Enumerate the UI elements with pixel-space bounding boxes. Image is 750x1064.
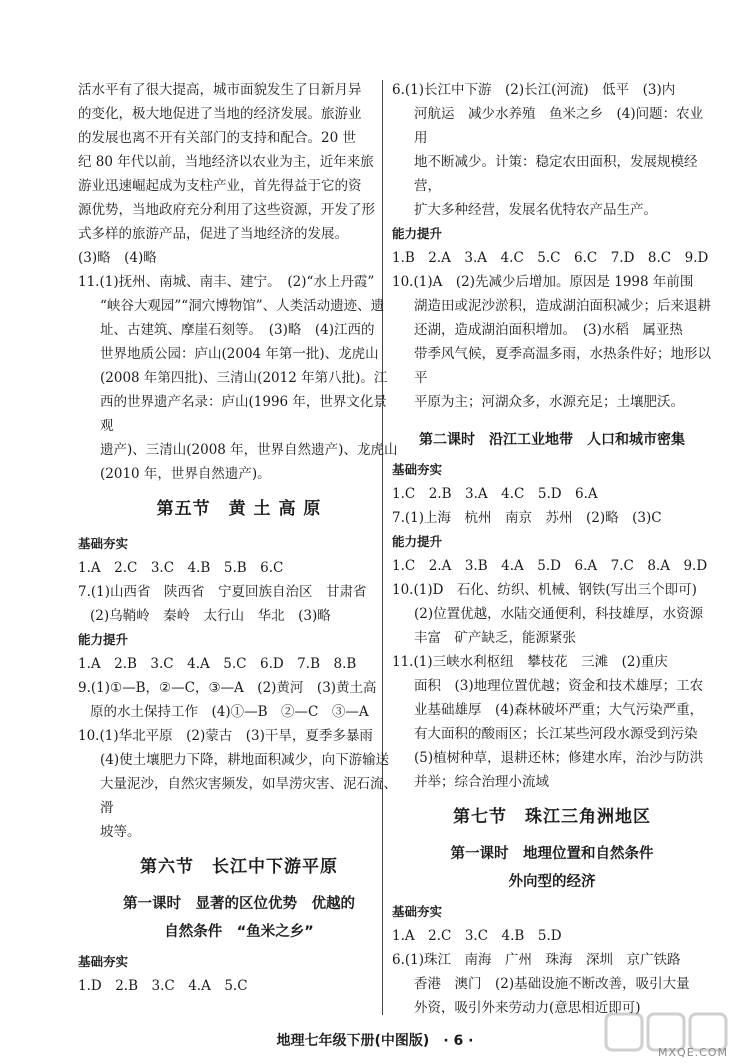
- lesson-title: 第二课时 沿江工业地带 人口和城市密集: [419, 432, 685, 448]
- answer-line: (4)使土壤肥力下降，耕地面积减少，向下游输送: [100, 752, 390, 768]
- text-line: 式多样的旅游产品，促进了当地经济的发展。: [78, 226, 348, 242]
- answer-line: 10.(1)D 石化、纺织、机械、钢铁(写出三个即可): [392, 582, 697, 598]
- text-line: 活水平有了很大提高，城市面貌发生了日新月异: [78, 82, 362, 98]
- answer-11-line: (2008 年第四批)、三清山(2012 年第八批)。江: [100, 370, 388, 386]
- answer-line: 6.(1)珠江 南海 广州 珠海 深圳 京广铁路: [392, 952, 681, 968]
- answer-line: 1.A 2.B 3.C 4.A 5.C 6.D 7.B 8.B: [78, 656, 357, 672]
- answer-line: 大量泥沙，自然灾害频发，如旱涝灾害、泥石流、滑: [100, 776, 397, 816]
- left-column: [78, 78, 400, 998]
- answer-6-line: 地不断减少。计策：稳定农田面积，发展规模经营，: [414, 154, 698, 194]
- answer-line: 湖造田或泥沙淤积，造成湖泊面积减少；后来退耕: [414, 298, 711, 314]
- section-title: 第六节 长江中下游平原: [140, 857, 338, 877]
- answer-11-line: “峡谷大观园”“洞穴博物馆”、人类活动遗迹、遗: [100, 298, 385, 314]
- subsection-label: 基础夯实: [392, 462, 443, 477]
- text-line: 的发展也离不开有关部门的支持和配合。20 世: [78, 130, 356, 146]
- subsection-label: 基础夯实: [392, 904, 443, 919]
- text-line: 纪 80 年代以前，当地经济以农业为主，近年来旅: [78, 154, 374, 170]
- answer-11-line: 西的世界遗产名录：庐山(1996 年，世界文化景观: [100, 394, 387, 434]
- answer-11-line: (2010 年，世界自然遗产)。: [100, 466, 271, 482]
- subsection-label: 能力提升: [78, 632, 129, 647]
- answer-line: 1.D 2.B 3.C 4.A 5.C: [78, 978, 248, 994]
- answer-6-line: 6.(1)长江中下游 (2)长江(河流) 低平 (3)内: [392, 82, 676, 98]
- watermark-text: MXQE.COM: [658, 1046, 728, 1059]
- answer-line: 9.(1)①—B，②—C，③—A (2)黄河 (3)黄土高: [78, 680, 377, 696]
- subsection-label: 基础夯实: [78, 536, 129, 551]
- answer-line: 外资，吸引外来劳动力(意思相近即可): [414, 1000, 641, 1016]
- answer-line: 坡等。: [100, 824, 141, 840]
- answer-11-line: 址、古建筑、摩崖石刻等。 (3)略 (4)江西的: [100, 322, 375, 338]
- answer-line: 业基础雄厚 (4)森林破坏严重；大气污染严重，: [414, 702, 704, 718]
- lesson-title: 外向型的经济: [508, 874, 596, 890]
- answer-6-line: 河航运 减少水养殖 鱼米之乡 (4)问题：农业用: [414, 106, 704, 146]
- text-line: 源优势，当地政府充分利用了这些资源，开发了形: [78, 202, 375, 218]
- answer-line: 并举；综合治理小流域: [414, 774, 549, 790]
- page-footer: 地理七年级下册(中图版) · 6 ·: [276, 1033, 474, 1049]
- answer-11-line: 遗产)、三清山(2008 年，世界自然遗产)、龙虎山: [100, 442, 398, 458]
- answer-line: 香港 澳门 (2)基础设施不断改善，吸引大量: [414, 976, 690, 992]
- answer-line: 1.A 2.C 3.C 4.B 5.B 6.C: [78, 560, 284, 576]
- text-line: (3)略 (4)略: [78, 250, 157, 266]
- answer-line: 1.A 2.C 3.C 4.B 5.D: [392, 928, 562, 944]
- right-column: [392, 78, 712, 1020]
- section-title: 第七节 珠江三角洲地区: [453, 807, 651, 827]
- text-line: 游业迅速崛起成为支柱产业，首先得益于它的资: [78, 178, 362, 194]
- answer-line: 面积 (3)地理位置优越；资金和技术雄厚；工农: [414, 678, 704, 694]
- answer-line: (2)位置优越，水陆交通便利，科技雄厚，水资源: [414, 606, 704, 622]
- answer-6-line: 扩大多种经营，发展名优特农产品生产。: [414, 202, 657, 218]
- lesson-title: 自然条件 “鱼米之乡”: [164, 924, 314, 940]
- answer-line: 带季风气候，夏季高温多雨，水热条件好；地形以平: [414, 346, 711, 386]
- answer-line: 10.(1)A (2)先减少后增加。原因是 1998 年前围: [392, 274, 694, 290]
- answer-line: (2)乌鞘岭 秦岭 太行山 华北 (3)略: [90, 608, 331, 624]
- lesson-title: 第一课时 显著的区位优势 优越的: [123, 896, 355, 912]
- answer-line: (5)植树种草，退耕还林；修建水库，治沙与防洪: [414, 750, 704, 766]
- answer-line: 1.B 2.A 3.A 4.C 5.C 6.C 7.D 8.C 9.D: [392, 250, 709, 266]
- text-line: 的变化，极大地促进了当地的经济发展。旅游业: [78, 106, 362, 122]
- answer-line: 7.(1)上海 杭州 南京 苏州 (2)略 (3)C: [392, 510, 662, 526]
- answer-line: 平原为主；河湖众多，水源充足；土壤肥沃。: [414, 394, 684, 410]
- subsection-label: 基础夯实: [78, 954, 129, 969]
- section-title: 第五节 黄 土 高 原: [156, 499, 322, 519]
- lesson-title: 第一课时 地理位置和自然条件: [450, 846, 654, 862]
- answer-line: 有大面积的酸雨区；长江某些河段水源受到污染: [414, 726, 698, 742]
- answer-line: 原的水土保持工作 (4)①—B ②—C ③—A: [90, 704, 369, 720]
- answer-line: 1.C 2.A 3.B 4.A 5.D 6.A 7.C 8.A 9.D: [392, 558, 708, 574]
- subsection-label: 能力提升: [392, 534, 443, 549]
- answer-line: 还湖，造成湖泊面积增加。 (3)水稻 属亚热: [414, 322, 683, 338]
- answer-11-line: 11.(1)抚州、南城、南丰、建宁。 (2)“水上丹霞”: [78, 274, 375, 290]
- answer-line: 10.(1)华北平原 (2)蒙古 (3)干旱，夏季多暴雨: [78, 728, 373, 744]
- answer-line: 7.(1)山西省 陕西省 宁夏回族自治区 甘肃省: [78, 584, 367, 600]
- answer-11-line: 世界地质公园：庐山(2004 年第一批)、龙虎山: [100, 346, 379, 362]
- subsection-label: 能力提升: [392, 226, 443, 241]
- answer-line: 丰富 矿产缺乏，能源紧张: [414, 630, 576, 646]
- answer-line: 11.(1)三峡水利枢纽 攀枝花 三滩 (2)重庆: [392, 654, 668, 670]
- answer-line: 1.C 2.B 3.A 4.C 5.D 6.A: [392, 486, 598, 502]
